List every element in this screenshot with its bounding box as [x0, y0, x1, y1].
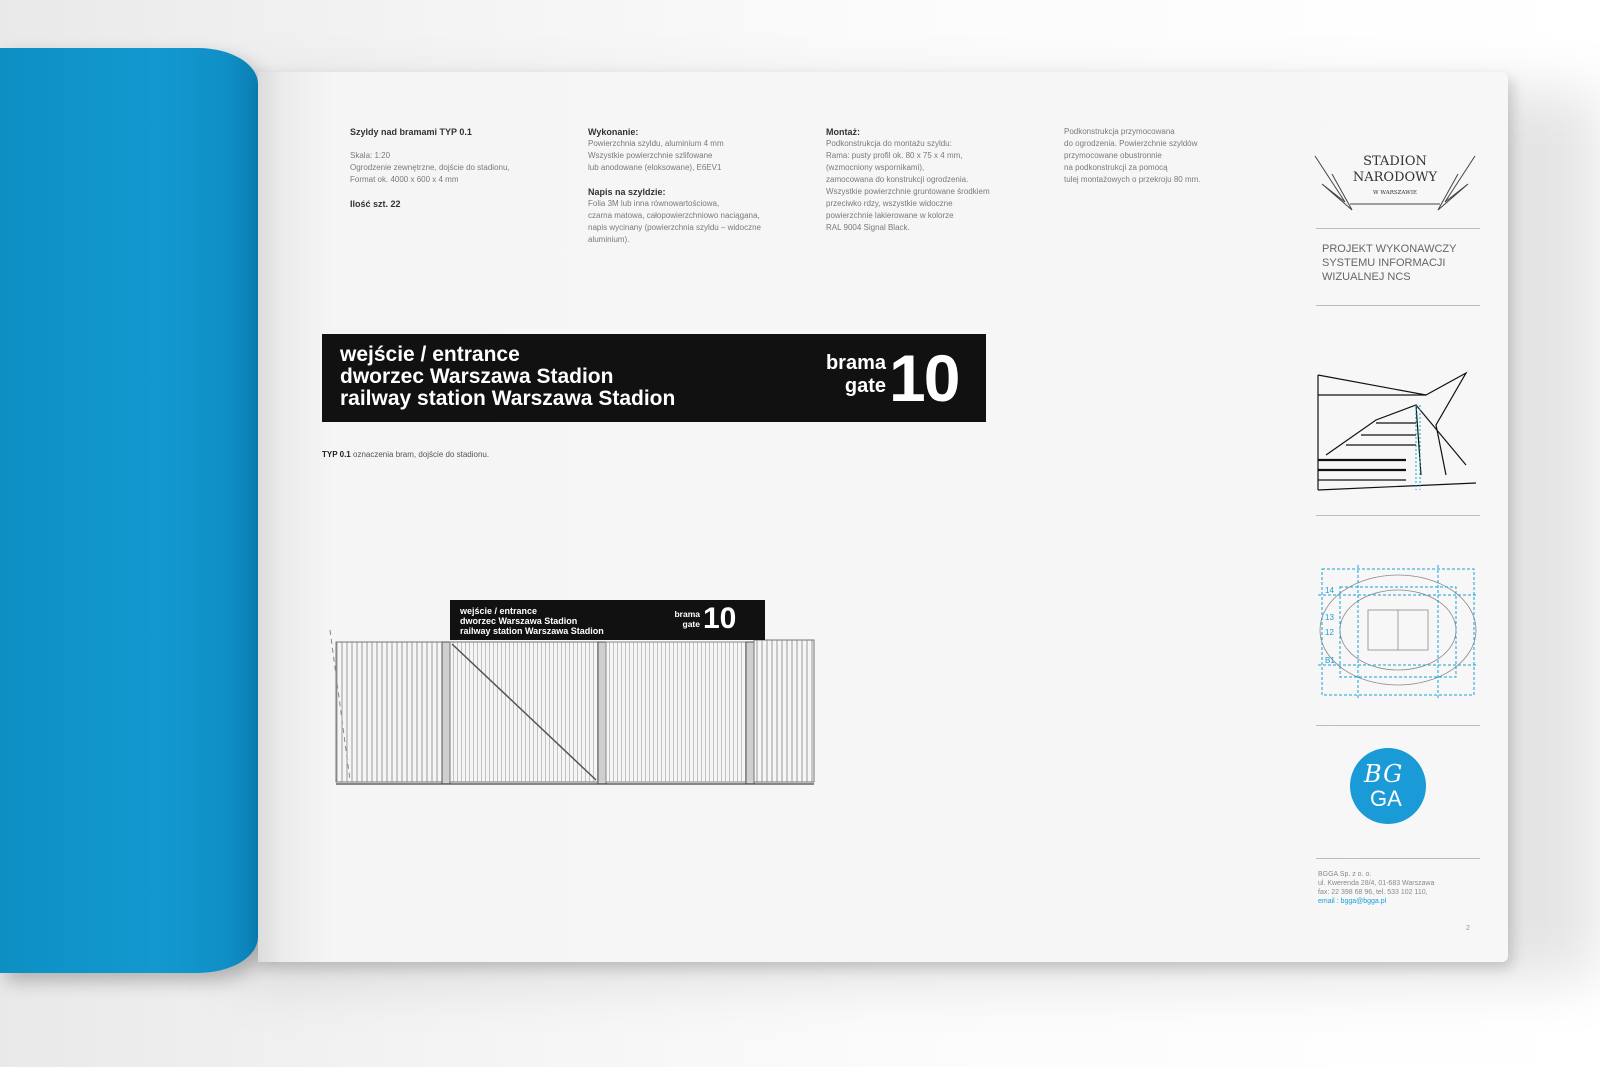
wykonanie-line: lub anodowane (eloksowane), E6EV1 [588, 163, 722, 172]
montaz-line: Podkonstrukcja do montażu szyldu: [826, 139, 952, 148]
fence-post [598, 642, 606, 784]
wykonanie-column [588, 126, 761, 246]
page-number: 2 [1466, 925, 1470, 932]
company-address [1318, 870, 1434, 906]
montaz-line: Wszystkie powierzchnie gruntowane środkiem [826, 187, 990, 196]
podkonstrukcja-line: Podkonstrukcja przymocowana [1064, 127, 1175, 136]
podkonstrukcja-line: tulej montażowych o przekroju 80 mm. [1064, 175, 1201, 184]
logo-line-warszawie: W WARSZAWIE [1372, 190, 1418, 196]
sidebar-divider [1316, 515, 1480, 516]
plan-label: B1 [1325, 656, 1335, 665]
napis-heading: Napis na szyldzie: [588, 187, 666, 197]
napis-line: napis wycinany (powierzchnia szyldu – widoczne [588, 223, 761, 232]
podkonstrukcja-line: na podkonstrukcji za pomocą [1064, 163, 1168, 172]
spec-location: Ogrodzenie zewnętrzne, dojście do stadionu, [350, 163, 510, 172]
sign-line-station: dworzec Warszawa Stadion [340, 365, 614, 388]
project-title-line: PROJEKT WYKONAWCZY [1322, 243, 1457, 255]
sidebar-divider [1316, 858, 1480, 859]
montaz-line: Rama: pusty profil ok. 80 x 75 x 4 mm, [826, 151, 963, 160]
spec-scale: Skala: 1:20 [350, 151, 391, 160]
fence-post [746, 642, 754, 784]
spec-column [350, 126, 510, 210]
gate-sign-small [450, 600, 765, 640]
plan-label: 12 [1325, 628, 1334, 637]
project-title [1322, 242, 1456, 284]
napis-line: Folia 3M lub inna równowartościowa, [588, 199, 720, 208]
wykonanie-line: Wszystkie powierzchnie szlifowane [588, 151, 713, 160]
email-link[interactable]: email : bgga@bgga.pl [1318, 898, 1387, 905]
sidebar-divider [1316, 305, 1480, 306]
caption-text: oznaczenia bram, dojście do stadionu. [353, 450, 490, 459]
montaz-column [826, 126, 990, 234]
podkonstrukcja-line: przymocowane obustronnie [1064, 151, 1162, 160]
napis-line: czarna matowa, całopowierzchniowo naciągana, [588, 211, 760, 220]
podkonstrukcja-line: do ogrodzenia. Powierzchnie szyldów [1064, 139, 1198, 148]
sidebar-divider [1316, 725, 1480, 726]
sign-text-block [340, 344, 675, 410]
podkonstrukcja-column [1064, 126, 1201, 186]
napis-line: aluminium). [588, 235, 630, 244]
wykonanie-heading: Wykonanie: [588, 127, 639, 137]
stadion-narodowy-logo [1310, 144, 1480, 224]
montaz-line: zamocowana do konstrukcji ogrodzenia. [826, 175, 969, 184]
small-sign-line-station: dworzec Warszawa Stadion [460, 616, 578, 626]
spec-quantity: Ilość szt. 22 [350, 199, 401, 209]
sign-brama: brama [825, 352, 886, 374]
fence-panel-left [336, 642, 442, 782]
stadium-elevation-thumbnail [1316, 365, 1486, 495]
small-sign-gate-number: 10 [703, 602, 737, 635]
stadium-plan-thumbnail [1318, 565, 1478, 705]
project-title-line: WIZUALNEJ NCS [1322, 271, 1411, 283]
address-line: BGGA Sp. z o. o. [1318, 871, 1372, 878]
wykonanie-line: Powierzchnia szyldu, aluminium 4 mm [588, 139, 724, 148]
sign-gate-number: 10 [889, 341, 959, 415]
montaz-heading: Montaż: [826, 127, 860, 137]
fence-post [442, 642, 450, 784]
fence-panel-middle [606, 642, 746, 782]
montaz-line: przeciwko rdzy, wszystkie widoczne [826, 199, 953, 208]
bgga-logo-top: BG [1364, 760, 1404, 788]
plan-label: 14 [1325, 586, 1334, 595]
gate-sign-large [322, 334, 986, 422]
montaz-line: powierzchnie lakierowane w kolorze [826, 211, 954, 220]
caption-type: TYP 0.1 [322, 450, 351, 459]
small-sign-text-block [460, 606, 604, 636]
address-line: ul. Kwerenda 28/4, 01-683 Warszawa [1318, 880, 1435, 887]
project-title-line: SYSTEMU INFORMACJI [1322, 257, 1446, 269]
sign-line-entrance: wejście / entrance [340, 343, 520, 366]
figure-caption [322, 450, 489, 459]
small-sign-gate-label [660, 609, 700, 629]
logo-line-narodowy: NARODOWY [1352, 170, 1438, 185]
sign-line-railway: railway station Warszawa Stadion [340, 387, 676, 410]
spec-title: Szyldy nad bramami TYP 0.1 [350, 127, 472, 137]
sign-gate: gate [844, 375, 886, 397]
small-sign-brama: brama [674, 609, 700, 619]
address-line: fax: 22 398 68 96, tel. 533 102 110, [1318, 889, 1428, 896]
spec-format: Format ok. 4000 x 600 x 4 mm [350, 175, 459, 184]
blue-cover-page [0, 48, 258, 973]
small-sign-line-railway: railway station Warszawa Stadion [460, 626, 604, 636]
small-sign-line-entrance: wejście / entrance [460, 606, 538, 616]
bgga-logo [1350, 748, 1426, 824]
logo-line-stadion: STADION [1363, 154, 1427, 169]
small-sign-gate: gate [682, 619, 700, 629]
bgga-logo-bottom: GA [1370, 786, 1402, 811]
sign-gate-label [794, 352, 886, 398]
sidebar-divider [1316, 228, 1480, 229]
montaz-line: (wzmocniony wspornikami), [826, 163, 925, 172]
fence-panel-right [754, 640, 814, 782]
plan-label: 13 [1325, 613, 1334, 622]
montaz-line: RAL 9004 Signal Black. [826, 223, 910, 232]
